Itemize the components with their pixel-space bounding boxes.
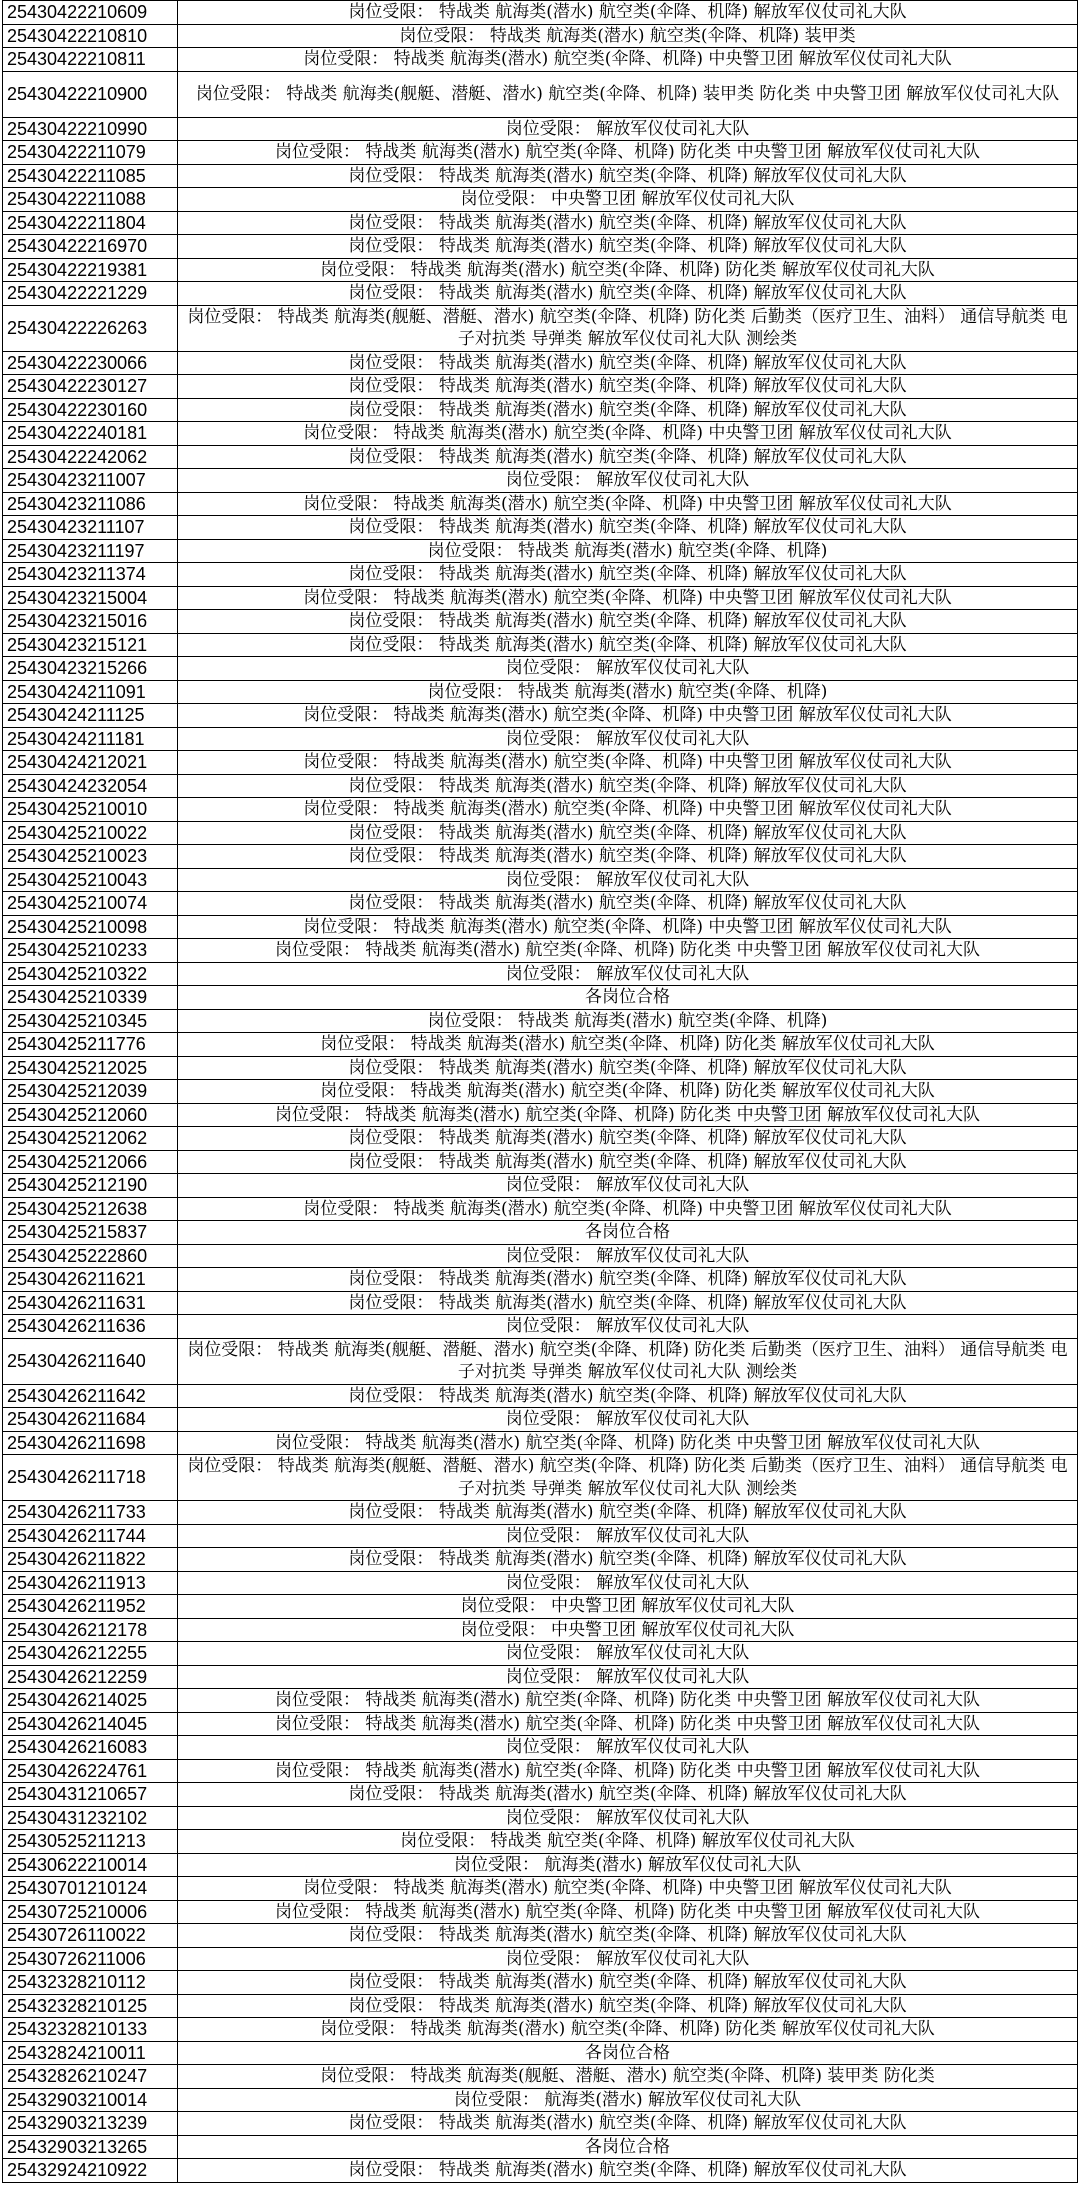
position-restriction-cell: 岗位受限： 解放军仪仗司礼大队 <box>178 1174 1078 1198</box>
table-row <box>3 939 1078 963</box>
table-row <box>3 1103 1078 1127</box>
candidate-id-cell: 25430422210609 <box>3 1 178 25</box>
table-row <box>3 704 1078 728</box>
position-restriction-cell: 岗位受限： 特战类 航海类(潜水) 航空类(伞降、机降) 防化类 解放军仪仗司礼大队 <box>178 258 1078 282</box>
table-row <box>3 188 1078 212</box>
candidate-id-cell: 25430424211091 <box>3 680 178 704</box>
candidate-id-cell: 25430423211086 <box>3 492 178 516</box>
position-restriction-cell: 各岗位合格 <box>178 986 1078 1010</box>
candidate-id-cell: 25430425210233 <box>3 939 178 963</box>
candidate-id-cell: 25430426211733 <box>3 1501 178 1525</box>
table-row <box>3 1384 1078 1408</box>
table-row <box>3 986 1078 1010</box>
position-restriction-cell: 岗位受限： 特战类 航海类(潜水) 航空类(伞降、机降) 解放军仪仗司礼大队 <box>178 1384 1078 1408</box>
position-restriction-cell: 岗位受限： 特战类 航海类(潜水) 航空类(伞降、机降) 解放军仪仗司礼大队 <box>178 1291 1078 1315</box>
position-restriction-cell: 岗位受限： 特战类 航海类(潜水) 航空类(伞降、机降) 防化类 中央警卫团 解放军仪仗司礼大队 <box>178 1712 1078 1736</box>
table-row <box>3 1197 1078 1221</box>
table-row <box>3 2041 1078 2065</box>
candidate-id-cell: 25432328210112 <box>3 1971 178 1995</box>
candidate-id-cell: 25432924210922 <box>3 2159 178 2183</box>
candidate-id-cell: 25430425210345 <box>3 1009 178 1033</box>
table-row <box>3 48 1078 72</box>
table-row <box>3 2135 1078 2159</box>
position-restriction-cell: 岗位受限： 特战类 航海类(舰艇、潜艇、潜水) 航空类(伞降、机降) 防化类 后勤类（医疗卫生、油料） 通信导航类 电子对抗类 导弹类 解放军仪仗司礼大队 测绘类 <box>178 305 1078 351</box>
position-restriction-cell: 岗位受限： 中央警卫团 解放军仪仗司礼大队 <box>178 1595 1078 1619</box>
candidate-id-cell: 25430422230127 <box>3 375 178 399</box>
position-restriction-cell: 岗位受限： 特战类 航海类(舰艇、潜艇、潜水) 航空类(伞降、机降) 防化类 后勤类（医疗卫生、油料） 通信导航类 电子对抗类 导弹类 解放军仪仗司礼大队 测绘类 <box>178 1338 1078 1384</box>
position-restriction-cell: 岗位受限： 解放军仪仗司礼大队 <box>178 1642 1078 1666</box>
candidate-id-cell: 25430431232102 <box>3 1806 178 1830</box>
candidate-id-cell: 25430422230160 <box>3 398 178 422</box>
table-row <box>3 258 1078 282</box>
position-restriction-cell: 岗位受限： 解放军仪仗司礼大队 <box>178 1571 1078 1595</box>
position-restriction-cell: 岗位受限： 特战类 航海类(潜水) 航空类(伞降、机降) 中央警卫团 解放军仪仗司礼大队 <box>178 915 1078 939</box>
table-row <box>3 1080 1078 1104</box>
position-restriction-cell: 岗位受限： 解放军仪仗司礼大队 <box>178 1665 1078 1689</box>
table-row <box>3 774 1078 798</box>
table-row <box>3 282 1078 306</box>
position-restriction-cell: 岗位受限： 特战类 航海类(潜水) 航空类(伞降、机降) 中央警卫团 解放军仪仗司礼大队 <box>178 1877 1078 1901</box>
candidate-id-cell: 25430426211744 <box>3 1524 178 1548</box>
candidate-id-cell: 25430426212178 <box>3 1618 178 1642</box>
position-restriction-cell: 岗位受限： 特战类 航海类(潜水) 航空类(伞降、机降) 中央警卫团 解放军仪仗司礼大队 <box>178 586 1078 610</box>
table-row <box>3 1595 1078 1619</box>
candidate-id-cell: 25430422210810 <box>3 24 178 48</box>
position-restriction-cell: 岗位受限： 解放军仪仗司礼大队 <box>178 117 1078 141</box>
table-row <box>3 1877 1078 1901</box>
candidate-id-cell: 25430425210074 <box>3 892 178 916</box>
candidate-id-cell: 25430726211006 <box>3 1947 178 1971</box>
position-restriction-cell: 岗位受限： 航海类(潜水) 解放军仪仗司礼大队 <box>178 2088 1078 2112</box>
position-restriction-cell: 岗位受限： 特战类 航海类(潜水) 航空类(伞降、机降) 防化类 中央警卫团 解放军仪仗司礼大队 <box>178 1431 1078 1455</box>
position-restriction-cell: 岗位受限： 特战类 航海类(潜水) 航空类(伞降、机降) 中央警卫团 解放军仪仗司礼大队 <box>178 422 1078 446</box>
candidate-id-cell: 25430426211822 <box>3 1548 178 1572</box>
table-row <box>3 117 1078 141</box>
position-restriction-cell: 岗位受限： 特战类 航海类(潜水) 航空类(伞降、机降) 解放军仪仗司礼大队 <box>178 1501 1078 1525</box>
candidate-id-cell: 25430426211913 <box>3 1571 178 1595</box>
candidate-id-cell: 25432826210247 <box>3 2065 178 2089</box>
table-row <box>3 962 1078 986</box>
position-restriction-cell: 岗位受限： 特战类 航海类(潜水) 航空类(伞降、机降) <box>178 680 1078 704</box>
position-restriction-cell: 岗位受限： 特战类 航海类(潜水) 航空类(伞降、机降) 解放军仪仗司礼大队 <box>178 821 1078 845</box>
table-row <box>3 1994 1078 2018</box>
table-row <box>3 1548 1078 1572</box>
candidate-id-cell: 25430422221229 <box>3 282 178 306</box>
table-row <box>3 1221 1078 1245</box>
table-row <box>3 868 1078 892</box>
position-restriction-cell: 岗位受限： 特战类 航海类(潜水) 航空类(伞降、机降) <box>178 539 1078 563</box>
table-row <box>3 2018 1078 2042</box>
position-restriction-cell: 岗位受限： 特战类 航海类(潜水) 航空类(伞降、机降) 中央警卫团 解放军仪仗司礼大队 <box>178 798 1078 822</box>
table-row <box>3 1900 1078 1924</box>
position-restriction-cell: 各岗位合格 <box>178 2135 1078 2159</box>
position-restriction-cell: 岗位受限： 特战类 航海类(潜水) 航空类(伞降、机降) 解放军仪仗司礼大队 <box>178 845 1078 869</box>
position-restriction-cell: 岗位受限： 特战类 航海类(潜水) 航空类(伞降、机降) 解放军仪仗司礼大队 <box>178 1971 1078 1995</box>
candidate-id-cell: 25432903213239 <box>3 2112 178 2136</box>
table-row <box>3 1431 1078 1455</box>
candidate-id-cell: 25430425210098 <box>3 915 178 939</box>
position-restriction-cell: 岗位受限： 解放军仪仗司礼大队 <box>178 1524 1078 1548</box>
candidate-id-cell: 25430422210811 <box>3 48 178 72</box>
table-row <box>3 633 1078 657</box>
table-row <box>3 751 1078 775</box>
table-row <box>3 1830 1078 1854</box>
position-restriction-cell: 岗位受限： 特战类 航海类(潜水) 航空类(伞降、机降) 解放军仪仗司礼大队 <box>178 2112 1078 2136</box>
position-restriction-cell: 岗位受限： 特战类 航海类(潜水) 航空类(伞降、机降) 解放军仪仗司礼大队 <box>178 1268 1078 1292</box>
candidate-id-cell: 25430424232054 <box>3 774 178 798</box>
position-restriction-cell: 岗位受限： 解放军仪仗司礼大队 <box>178 1244 1078 1268</box>
position-restriction-cell: 岗位受限： 特战类 航海类(潜水) 航空类(伞降、机降) 解放军仪仗司礼大队 <box>178 563 1078 587</box>
candidate-id-cell: 25432903210014 <box>3 2088 178 2112</box>
candidate-id-cell: 25430425212060 <box>3 1103 178 1127</box>
position-restriction-cell: 岗位受限： 特战类 航海类(潜水) 航空类(伞降、机降) 防化类 中央警卫团 解放军仪仗司礼大队 <box>178 1759 1078 1783</box>
table-row <box>3 1009 1078 1033</box>
position-restriction-cell: 岗位受限： 解放军仪仗司礼大队 <box>178 1408 1078 1432</box>
position-restriction-cell: 岗位受限： 特战类 航海类(潜水) 航空类(伞降、机降) 防化类 中央警卫团 解放军仪仗司礼大队 <box>178 141 1078 165</box>
table-row <box>3 1524 1078 1548</box>
candidate-id-cell: 25430425212039 <box>3 1080 178 1104</box>
table-row <box>3 1947 1078 1971</box>
position-restriction-cell: 岗位受限： 特战类 航海类(舰艇、潜艇、潜水) 航空类(伞降、机降) 装甲类 防化类 <box>178 2065 1078 2089</box>
candidate-id-cell: 25430423215121 <box>3 633 178 657</box>
position-restriction-cell: 岗位受限： 特战类 航海类(潜水) 航空类(伞降、机降) 解放军仪仗司礼大队 <box>178 610 1078 634</box>
position-restriction-cell: 岗位受限： 特战类 航海类(潜水) 航空类(伞降、机降) 解放军仪仗司礼大队 <box>178 398 1078 422</box>
table-row <box>3 2088 1078 2112</box>
table-row <box>3 2159 1078 2183</box>
candidate-id-cell: 25430423211107 <box>3 516 178 540</box>
candidate-id-cell: 25430525211213 <box>3 1830 178 1854</box>
position-restriction-cell: 岗位受限： 特战类 航海类(潜水) 航空类(伞降、机降) 防化类 中央警卫团 解放军仪仗司礼大队 <box>178 1103 1078 1127</box>
table-row <box>3 1759 1078 1783</box>
table-row <box>3 610 1078 634</box>
candidate-id-cell: 25432903213265 <box>3 2135 178 2159</box>
candidate-id-cell: 25430424211125 <box>3 704 178 728</box>
candidate-id-cell: 25430423211374 <box>3 563 178 587</box>
candidate-id-cell: 25430426211640 <box>3 1338 178 1384</box>
candidate-id-cell: 25430426212255 <box>3 1642 178 1666</box>
table-row <box>3 1408 1078 1432</box>
candidate-id-cell: 25430422226263 <box>3 305 178 351</box>
table-row <box>3 915 1078 939</box>
candidate-id-cell: 25430426211621 <box>3 1268 178 1292</box>
position-restriction-cell: 各岗位合格 <box>178 2041 1078 2065</box>
table-row <box>3 1244 1078 1268</box>
candidate-id-cell: 25430423215016 <box>3 610 178 634</box>
table-row <box>3 1056 1078 1080</box>
candidate-id-cell: 25430425210023 <box>3 845 178 869</box>
position-restriction-cell: 岗位受限： 特战类 航海类(潜水) 航空类(伞降、机降) 解放军仪仗司礼大队 <box>178 235 1078 259</box>
candidate-id-cell: 25430425215837 <box>3 1221 178 1245</box>
candidate-id-cell: 25430426211636 <box>3 1315 178 1339</box>
position-restriction-cell: 岗位受限： 特战类 航海类(潜水) 航空类(伞降、机降) 解放军仪仗司礼大队 <box>178 1783 1078 1807</box>
table-row <box>3 1853 1078 1877</box>
position-restriction-cell: 岗位受限： 特战类 航海类(潜水) 航空类(伞降、机降) 解放军仪仗司礼大队 <box>178 445 1078 469</box>
candidate-id-cell: 25430425212638 <box>3 1197 178 1221</box>
candidate-id-cell: 25430426211718 <box>3 1455 178 1501</box>
position-restriction-cell: 岗位受限： 解放军仪仗司礼大队 <box>178 1806 1078 1830</box>
candidate-id-cell: 25430425210010 <box>3 798 178 822</box>
table-row <box>3 211 1078 235</box>
table-row <box>3 1665 1078 1689</box>
position-restriction-cell: 岗位受限： 解放军仪仗司礼大队 <box>178 727 1078 751</box>
position-restriction-cell: 岗位受限： 特战类 航海类(潜水) 航空类(伞降、机降) 防化类 解放军仪仗司礼大队 <box>178 2018 1078 2042</box>
position-restriction-cell: 岗位受限： 特战类 航海类(潜水) 航空类(伞降、机降) 解放军仪仗司礼大队 <box>178 892 1078 916</box>
position-restriction-cell: 岗位受限： 特战类 航海类(潜水) 航空类(伞降、机降) 防化类 中央警卫团 解放军仪仗司礼大队 <box>178 939 1078 963</box>
candidate-id-cell: 25430426211684 <box>3 1408 178 1432</box>
position-restriction-cell: 岗位受限： 特战类 航海类(潜水) 航空类(伞降、机降) 解放军仪仗司礼大队 <box>178 1150 1078 1174</box>
position-restriction-cell: 岗位受限： 特战类 航海类(潜水) 航空类(伞降、机降) 解放军仪仗司礼大队 <box>178 1994 1078 2018</box>
candidate-id-cell: 25430422210990 <box>3 117 178 141</box>
table-row <box>3 1338 1078 1384</box>
position-restriction-cell: 岗位受限： 特战类 航海类(潜水) 航空类(伞降、机降) 解放军仪仗司礼大队 <box>178 633 1078 657</box>
position-restriction-cell: 岗位受限： 解放军仪仗司礼大队 <box>178 1947 1078 1971</box>
candidate-id-cell: 25430701210124 <box>3 1877 178 1901</box>
position-restriction-cell: 岗位受限： 特战类 航海类(潜水) 航空类(伞降、机降) 解放军仪仗司礼大队 <box>178 375 1078 399</box>
position-restriction-cell: 岗位受限： 特战类 航海类(潜水) 航空类(伞降、机降) 中央警卫团 解放军仪仗司礼大队 <box>178 1197 1078 1221</box>
candidate-id-cell: 25430622210014 <box>3 1853 178 1877</box>
table-row <box>3 1150 1078 1174</box>
candidate-id-cell: 25430425211776 <box>3 1033 178 1057</box>
table-row <box>3 1 1078 25</box>
table-row <box>3 235 1078 259</box>
table-row <box>3 24 1078 48</box>
table-row <box>3 1174 1078 1198</box>
position-restriction-cell: 岗位受限： 特战类 航海类(舰艇、潜艇、潜水) 航空类(伞降、机降) 装甲类 防化类 中央警卫团 解放军仪仗司礼大队 <box>178 71 1078 117</box>
position-restriction-cell: 岗位受限： 特战类 航海类(潜水) 航空类(伞降、机降) 中央警卫团 解放军仪仗司礼大队 <box>178 48 1078 72</box>
table-row <box>3 164 1078 188</box>
table-row <box>3 375 1078 399</box>
table-row <box>3 1736 1078 1760</box>
table-row <box>3 1033 1078 1057</box>
table-row <box>3 798 1078 822</box>
candidate-id-cell: 25430426211952 <box>3 1595 178 1619</box>
candidate-id-cell: 25430726110022 <box>3 1924 178 1948</box>
position-restriction-cell: 岗位受限： 解放军仪仗司礼大队 <box>178 1736 1078 1760</box>
table-row <box>3 422 1078 446</box>
table-row <box>3 727 1078 751</box>
position-restriction-cell: 岗位受限： 特战类 航海类(潜水) 航空类(伞降、机降) 防化类 解放军仪仗司礼大队 <box>178 1033 1078 1057</box>
candidate-id-cell: 25430425210322 <box>3 962 178 986</box>
candidate-id-cell: 25430426211698 <box>3 1431 178 1455</box>
table-row <box>3 1455 1078 1501</box>
table-row <box>3 1315 1078 1339</box>
table-row <box>3 821 1078 845</box>
table-row <box>3 1291 1078 1315</box>
candidate-id-cell: 25430422242062 <box>3 445 178 469</box>
table-row <box>3 1618 1078 1642</box>
candidate-id-cell: 25432328210125 <box>3 1994 178 2018</box>
position-restriction-cell: 岗位受限： 特战类 航空类(伞降、机降) 解放军仪仗司礼大队 <box>178 1830 1078 1854</box>
table-row <box>3 492 1078 516</box>
position-restriction-cell: 岗位受限： 特战类 航海类(潜水) 航空类(伞降、机降) 防化类 中央警卫团 解放军仪仗司礼大队 <box>178 1689 1078 1713</box>
table-row <box>3 351 1078 375</box>
table-row <box>3 305 1078 351</box>
candidate-id-cell: 25432824210011 <box>3 2041 178 2065</box>
candidate-id-cell: 25430431210657 <box>3 1783 178 1807</box>
table-row <box>3 657 1078 681</box>
candidate-id-cell: 25430425212066 <box>3 1150 178 1174</box>
table-row <box>3 2112 1078 2136</box>
candidate-id-cell: 25430424211181 <box>3 727 178 751</box>
position-restriction-cell: 岗位受限： 特战类 航海类(潜水) 航空类(伞降、机降) 中央警卫团 解放军仪仗司礼大队 <box>178 704 1078 728</box>
candidate-id-cell: 25430422211079 <box>3 141 178 165</box>
position-restriction-cell: 岗位受限： 特战类 航海类(潜水) 航空类(伞降、机降) 中央警卫团 解放军仪仗司礼大队 <box>178 492 1078 516</box>
position-restriction-cell: 岗位受限： 解放军仪仗司礼大队 <box>178 1315 1078 1339</box>
table-row <box>3 1712 1078 1736</box>
position-restriction-cell: 岗位受限： 特战类 航海类(舰艇、潜艇、潜水) 航空类(伞降、机降) 防化类 后勤类（医疗卫生、油料） 通信导航类 电子对抗类 导弹类 解放军仪仗司礼大队 测绘类 <box>178 1455 1078 1501</box>
table-row <box>3 563 1078 587</box>
candidate-id-cell: 25430422211804 <box>3 211 178 235</box>
table-row <box>3 398 1078 422</box>
position-restriction-cell: 岗位受限： 特战类 航海类(潜水) 航空类(伞降、机降) 防化类 解放军仪仗司礼大队 <box>178 1080 1078 1104</box>
position-restriction-cell: 岗位受限： 解放军仪仗司礼大队 <box>178 469 1078 493</box>
table-row <box>3 1501 1078 1525</box>
candidate-id-cell: 25430425212025 <box>3 1056 178 1080</box>
candidate-id-cell: 25430426224761 <box>3 1759 178 1783</box>
candidate-id-cell: 25430422240181 <box>3 422 178 446</box>
table-row <box>3 1783 1078 1807</box>
candidate-id-cell: 25430422230066 <box>3 351 178 375</box>
candidate-id-cell: 25430725210006 <box>3 1900 178 1924</box>
table-row <box>3 2065 1078 2089</box>
table-row <box>3 539 1078 563</box>
position-restriction-cell: 岗位受限： 特战类 航海类(潜水) 航空类(伞降、机降) 中央警卫团 解放军仪仗司礼大队 <box>178 751 1078 775</box>
position-restriction-cell: 岗位受限： 特战类 航海类(潜水) 航空类(伞降、机降) 解放军仪仗司礼大队 <box>178 516 1078 540</box>
candidate-id-cell: 25432328210133 <box>3 2018 178 2042</box>
candidate-id-cell: 25430426214025 <box>3 1689 178 1713</box>
table-row <box>3 1571 1078 1595</box>
table-row <box>3 1642 1078 1666</box>
candidate-id-cell: 25430422211088 <box>3 188 178 212</box>
candidate-id-cell: 25430426214045 <box>3 1712 178 1736</box>
position-restriction-cell: 岗位受限： 特战类 航海类(潜水) 航空类(伞降、机降) 解放军仪仗司礼大队 <box>178 1 1078 25</box>
table-row <box>3 1268 1078 1292</box>
candidate-id-cell: 25430426211631 <box>3 1291 178 1315</box>
position-restriction-cell: 岗位受限： 解放军仪仗司礼大队 <box>178 868 1078 892</box>
position-restriction-cell: 岗位受限： 特战类 航海类(潜水) 航空类(伞降、机降) 解放军仪仗司礼大队 <box>178 774 1078 798</box>
position-restriction-cell: 岗位受限： 特战类 航海类(潜水) 航空类(伞降、机降) 解放军仪仗司礼大队 <box>178 1056 1078 1080</box>
candidate-id-cell: 25430423215004 <box>3 586 178 610</box>
candidate-id-cell: 25430426211642 <box>3 1384 178 1408</box>
position-restriction-cell: 岗位受限： 特战类 航海类(潜水) 航空类(伞降、机降) <box>178 1009 1078 1033</box>
position-restriction-cell: 岗位受限： 中央警卫团 解放军仪仗司礼大队 <box>178 1618 1078 1642</box>
position-restriction-cell: 岗位受限： 解放军仪仗司礼大队 <box>178 962 1078 986</box>
candidate-id-cell: 25430425210022 <box>3 821 178 845</box>
position-restriction-cell: 岗位受限： 特战类 航海类(潜水) 航空类(伞降、机降) 解放军仪仗司礼大队 <box>178 351 1078 375</box>
candidate-id-cell: 25430426216083 <box>3 1736 178 1760</box>
position-restriction-cell: 各岗位合格 <box>178 1221 1078 1245</box>
table-row <box>3 469 1078 493</box>
candidate-id-cell: 25430425222860 <box>3 1244 178 1268</box>
table-row <box>3 1806 1078 1830</box>
position-restriction-cell: 岗位受限： 中央警卫团 解放军仪仗司礼大队 <box>178 188 1078 212</box>
position-restriction-cell: 岗位受限： 特战类 航海类(潜水) 航空类(伞降、机降) 防化类 中央警卫团 解放军仪仗司礼大队 <box>178 1900 1078 1924</box>
candidate-id-cell: 25430425210043 <box>3 868 178 892</box>
candidate-id-cell: 25430423211197 <box>3 539 178 563</box>
candidate-id-cell: 25430426212259 <box>3 1665 178 1689</box>
candidate-id-cell: 25430422210900 <box>3 71 178 117</box>
table-row <box>3 892 1078 916</box>
table-row <box>3 1689 1078 1713</box>
position-restriction-cell: 岗位受限： 特战类 航海类(潜水) 航空类(伞降、机降) 解放军仪仗司礼大队 <box>178 282 1078 306</box>
position-restriction-cell: 岗位受限： 特战类 航海类(潜水) 航空类(伞降、机降) 解放军仪仗司礼大队 <box>178 1127 1078 1151</box>
position-restriction-cell: 岗位受限： 航海类(潜水) 解放军仪仗司礼大队 <box>178 1853 1078 1877</box>
position-restriction-cell: 岗位受限： 解放军仪仗司礼大队 <box>178 657 1078 681</box>
table-row <box>3 680 1078 704</box>
position-restriction-cell: 岗位受限： 特战类 航海类(潜水) 航空类(伞降、机降) 解放军仪仗司礼大队 <box>178 1924 1078 1948</box>
position-restriction-cell: 岗位受限： 特战类 航海类(潜水) 航空类(伞降、机降) 解放军仪仗司礼大队 <box>178 1548 1078 1572</box>
candidate-id-cell: 25430425212190 <box>3 1174 178 1198</box>
results-table <box>2 0 1078 2183</box>
results-table-body <box>3 1 1078 2183</box>
table-row <box>3 516 1078 540</box>
table-row <box>3 445 1078 469</box>
candidate-id-cell: 25430422216970 <box>3 235 178 259</box>
candidate-id-cell: 25430425212062 <box>3 1127 178 1151</box>
candidate-id-cell: 25430422219381 <box>3 258 178 282</box>
position-restriction-cell: 岗位受限： 特战类 航海类(潜水) 航空类(伞降、机降) 解放军仪仗司礼大队 <box>178 211 1078 235</box>
table-row <box>3 1971 1078 1995</box>
table-row <box>3 1924 1078 1948</box>
position-restriction-cell: 岗位受限： 特战类 航海类(潜水) 航空类(伞降、机降) 装甲类 <box>178 24 1078 48</box>
table-row <box>3 141 1078 165</box>
candidate-id-cell: 25430425210339 <box>3 986 178 1010</box>
table-row <box>3 845 1078 869</box>
table-row <box>3 71 1078 117</box>
candidate-id-cell: 25430422211085 <box>3 164 178 188</box>
table-row <box>3 1127 1078 1151</box>
candidate-id-cell: 25430423215266 <box>3 657 178 681</box>
position-restriction-cell: 岗位受限： 特战类 航海类(潜水) 航空类(伞降、机降) 解放军仪仗司礼大队 <box>178 2159 1078 2183</box>
candidate-id-cell: 25430423211007 <box>3 469 178 493</box>
position-restriction-cell: 岗位受限： 特战类 航海类(潜水) 航空类(伞降、机降) 解放军仪仗司礼大队 <box>178 164 1078 188</box>
table-row <box>3 586 1078 610</box>
candidate-id-cell: 25430424212021 <box>3 751 178 775</box>
